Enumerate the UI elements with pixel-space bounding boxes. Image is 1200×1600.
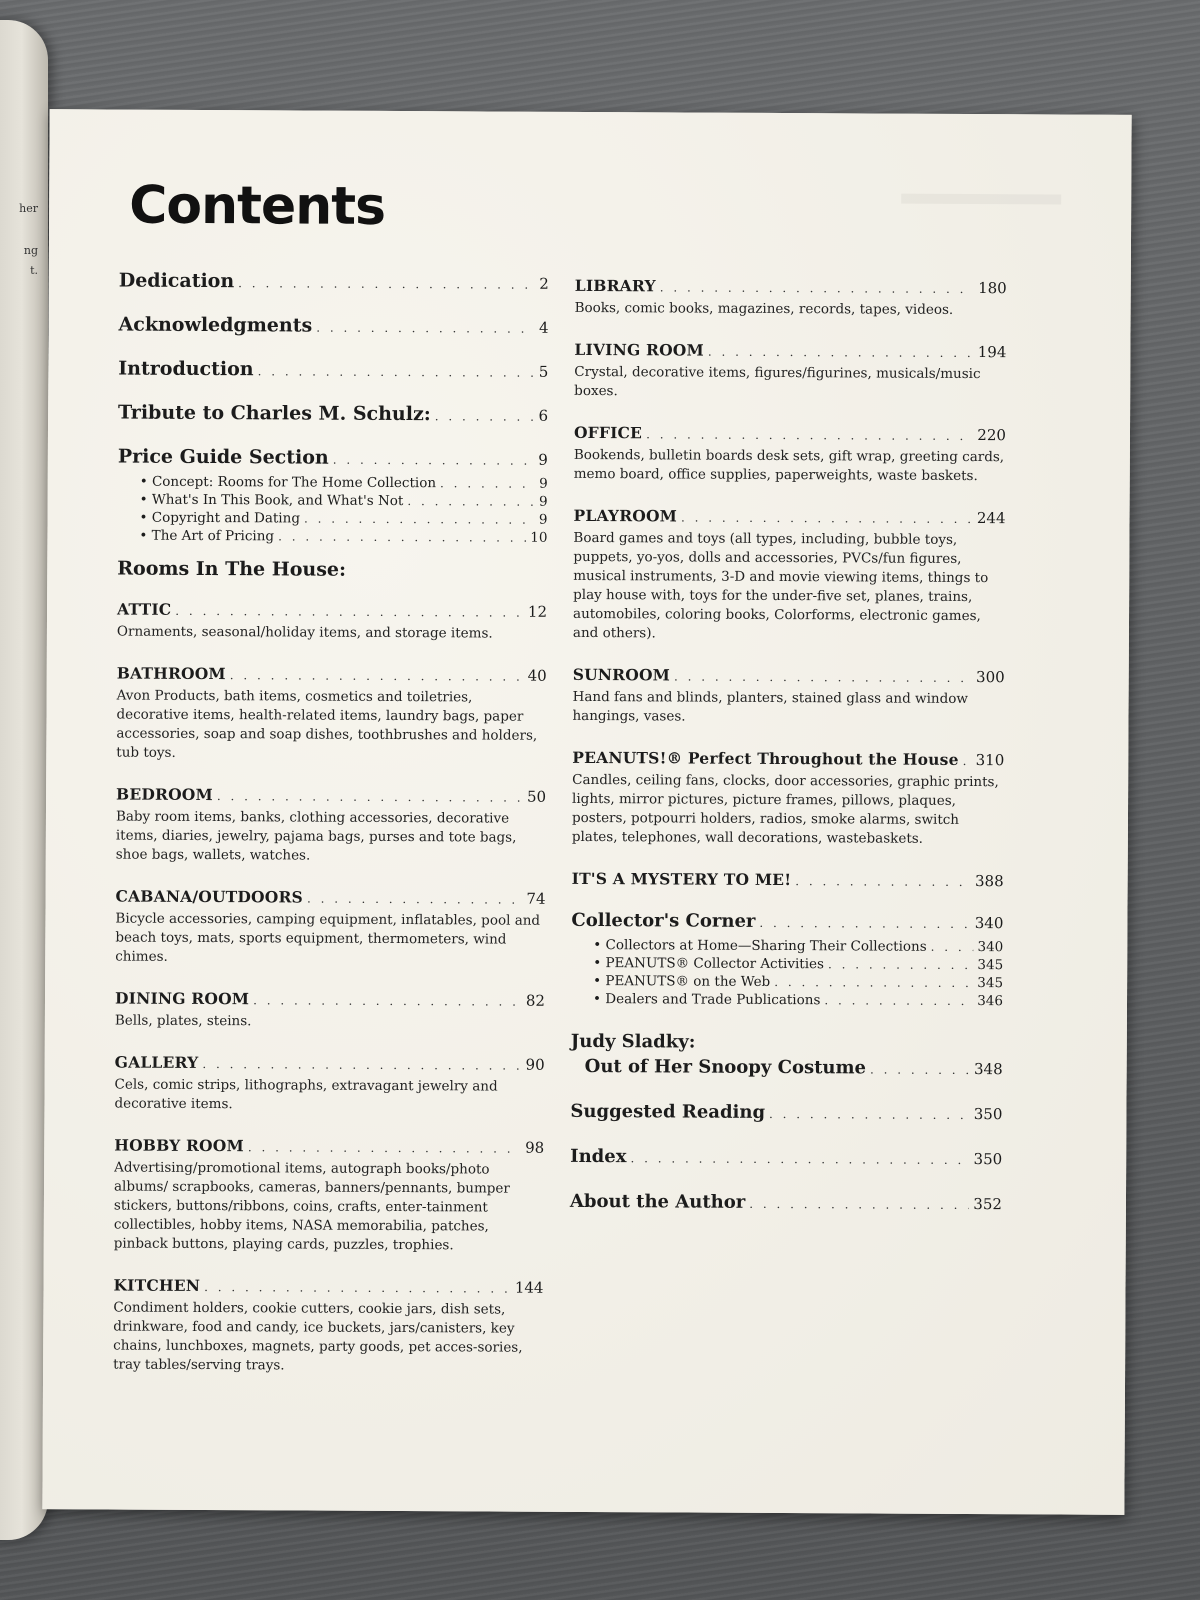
leader-dots — [258, 364, 535, 379]
room-entry[interactable] — [573, 506, 1006, 645]
page-number: 2 — [539, 274, 549, 293]
toc-entry[interactable] — [570, 1146, 1002, 1169]
room-entry[interactable] — [115, 887, 545, 969]
entry-label: About the Author — [569, 1190, 746, 1213]
leader-dots — [230, 668, 524, 684]
page-number: 10 — [530, 529, 548, 546]
sub-entries — [593, 937, 1003, 1009]
room-entry[interactable] — [572, 869, 1004, 890]
leader-dots — [304, 512, 535, 527]
entry-label: Out of Her Snoopy Costume — [584, 1055, 867, 1079]
page-number: 4 — [538, 318, 549, 337]
leader-dots — [204, 1280, 511, 1296]
show-through-bar — [901, 194, 1061, 205]
page-number: 348 — [973, 1060, 1003, 1079]
room-label: ATTIC — [117, 599, 172, 619]
page-number: 12 — [527, 602, 548, 621]
page-number: 350 — [973, 1105, 1003, 1124]
page-number: 180 — [978, 279, 1007, 298]
contents-page — [42, 109, 1131, 1515]
sub-entry[interactable] — [140, 492, 548, 510]
room-label: GALLERY — [114, 1052, 199, 1072]
room-description: Ornaments, seasonal/holiday items, and storage items. — [116, 623, 493, 642]
entry-label: • Concept: Rooms for The Home Collection — [140, 474, 436, 492]
page-number: 98 — [525, 1138, 545, 1157]
sub-entry[interactable] — [593, 991, 1003, 1009]
room-label: CABANA/OUTDOORS — [115, 886, 304, 907]
page-number: 220 — [977, 426, 1007, 445]
toc-entry-judy-sladky[interactable] — [571, 1031, 1003, 1079]
room-label: PEANUTS!® Perfect Throughout the House — [572, 747, 959, 769]
leader-dots — [963, 754, 972, 768]
page-number: 388 — [974, 872, 1004, 891]
leader-dots — [333, 453, 535, 468]
sub-entries — [139, 474, 547, 546]
page-number: 40 — [527, 666, 547, 685]
leader-dots — [646, 427, 973, 443]
leader-dots — [630, 1151, 969, 1167]
room-entry[interactable] — [114, 1136, 545, 1256]
entry-label: Acknowledgments — [118, 313, 313, 337]
leader-dots — [253, 993, 522, 1008]
sub-entry[interactable] — [593, 973, 1003, 991]
sub-entry[interactable] — [140, 474, 548, 492]
page-number: 340 — [977, 939, 1004, 956]
entry-label: • Copyright and Dating — [139, 510, 300, 527]
room-label: IT'S A MYSTERY TO ME! — [571, 868, 792, 890]
room-label: LIBRARY — [574, 275, 656, 296]
left-column — [113, 270, 549, 1399]
page-number: 6 — [538, 406, 549, 425]
room-description: Bookends, bulletin boards desk sets, gift wrap, greeting cards, memo board, office supplies, paperweights, waste baskets. — [573, 446, 1005, 485]
page-number: 350 — [973, 1150, 1003, 1169]
leader-dots — [931, 940, 974, 954]
leader-dots — [870, 1062, 970, 1077]
leader-dots — [749, 1197, 969, 1212]
leader-dots — [307, 892, 523, 907]
leader-dots — [774, 975, 973, 990]
page-number: 194 — [977, 343, 1007, 362]
toc-entry[interactable] — [570, 1101, 1002, 1124]
room-entry[interactable] — [574, 423, 1006, 486]
room-description: Baby room items, banks, clothing accessories, decorative items, diaries, jewelry, pajama bags, purses and tote bags, shoe bags, wallets, watches. — [115, 808, 517, 864]
room-description: Condiment holders, cookie cutters, cookie jars, dish sets, drinkware, food and candy, ice buckets, jars/canisters, key chains, lunchboxes, magnets, party goods, pet acces-sories, tray tables/serving trays. — [113, 1299, 523, 1374]
page-number: 346 — [977, 993, 1004, 1010]
room-label: HOBBY ROOM — [114, 1135, 244, 1156]
room-label: LIVING ROOM — [574, 339, 704, 360]
room-description: Bicycle accessories, camping equipment, inflatables, pool and beach toys, mats, sports equipment, thermometers, wind chimes. — [115, 910, 541, 965]
page-number: 345 — [977, 957, 1004, 974]
entry-label: Index — [570, 1145, 627, 1168]
entry-label: Dedication — [118, 269, 235, 293]
leader-dots — [769, 1107, 970, 1122]
entry-label: Tribute to Charles M. Schulz: — [118, 401, 431, 426]
entry-label: • PEANUTS® on the Web — [593, 973, 770, 990]
entry-label: Introduction — [118, 357, 254, 381]
leader-dots — [828, 957, 973, 972]
rooms-heading: Rooms In The House: — [117, 557, 347, 581]
leader-dots — [278, 529, 526, 544]
toc-entry[interactable] — [118, 402, 548, 426]
leader-dots — [435, 409, 535, 424]
room-entry[interactable] — [574, 340, 1006, 403]
page-number: 9 — [539, 475, 548, 492]
page-number: 340 — [974, 914, 1004, 933]
room-entry[interactable] — [572, 665, 1004, 728]
room-label: OFFICE — [573, 422, 643, 443]
page-number: 244 — [976, 509, 1006, 528]
room-description: Candles, ceiling fans, clocks, door accessories, graphic prints, lights, mirror pictures, picture frames, pillows, plaques, posters, potpourri holders, radios, smoke alarms, switch plates, telephones, wall decorations, wastebaskets. — [571, 771, 999, 847]
leader-dots — [708, 345, 974, 360]
leader-dots — [407, 494, 535, 509]
room-entry[interactable] — [117, 600, 547, 644]
page-number: 82 — [525, 991, 546, 1010]
entry-label: • The Art of Pricing — [139, 528, 274, 545]
sub-entry[interactable] — [139, 528, 547, 546]
room-entry[interactable] — [575, 276, 1007, 320]
entry-label: Judy Sladky: — [570, 1030, 696, 1053]
room-description: Bells, plates, steins. — [114, 1012, 252, 1030]
room-description: Hand fans and blinds, planters, stained glass and window hangings, vases. — [572, 688, 968, 725]
right-column — [570, 276, 1007, 1238]
page-number: 90 — [525, 1055, 545, 1074]
room-description: Crystal, decorative items, figures/figurines, musicals/music boxes. — [574, 363, 981, 400]
leader-dots — [824, 993, 973, 1008]
entry-label: • PEANUTS® Collector Activities — [593, 955, 824, 972]
toc-entry[interactable] — [570, 1191, 1002, 1214]
entry-label: • What's In This Book, and What's Not — [140, 492, 404, 509]
entry-label: • Collectors at Home—Sharing Their Collections — [593, 937, 926, 955]
previous-page-edge — [0, 20, 48, 1540]
room-entry[interactable] — [113, 1276, 544, 1377]
page-number: 74 — [526, 889, 546, 908]
leader-dots — [248, 1140, 521, 1155]
room-label: BEDROOM — [116, 784, 213, 805]
room-label: BATHROOM — [116, 663, 226, 684]
room-description: Advertising/promotional items, autograph books/photo albums/ scrapbooks, cameras, banners/pennants, bumper stickers, buttons/ribbons, coins, crafts, enter-tainment collectibles, hobby items, NASA memorabilia, patches, pinback buttons, playing cards, puzzles, trophies. — [113, 1159, 510, 1254]
toc-entry[interactable] — [571, 910, 1003, 933]
price-guide-section — [117, 446, 548, 546]
entry-label: Price Guide Section — [117, 445, 329, 469]
room-description: Avon Products, bath items, cosmetics and toiletries, decorative items, health-related items, laundry bags, paper accessories, soap and soap dishes, toothbrushes and holders, tub toys. — [116, 687, 538, 761]
page-number: 300 — [976, 668, 1005, 687]
room-label: DINING ROOM — [114, 988, 250, 1009]
collectors-corner-section — [571, 910, 1004, 1009]
page-number: 345 — [977, 975, 1004, 992]
leader-dots — [238, 276, 535, 292]
toc-entry[interactable] — [119, 270, 549, 294]
page-number: 9 — [538, 493, 548, 510]
leader-dots — [202, 1057, 521, 1073]
room-description: Cels, comic strips, lithographs, extravagant jewelry and decorative items. — [114, 1076, 498, 1113]
leader-dots — [440, 476, 535, 490]
room-entry[interactable] — [115, 989, 545, 1033]
room-entry[interactable] — [116, 785, 546, 867]
page-number: 310 — [975, 751, 1005, 770]
leader-dots — [795, 874, 971, 889]
entry-label: Collector's Corner — [571, 909, 756, 932]
page-number: 9 — [538, 511, 548, 528]
leader-dots — [674, 669, 972, 685]
leader-dots — [175, 604, 524, 620]
bleed-text: ng — [23, 244, 38, 257]
leader-dots — [681, 510, 973, 526]
toc-entry[interactable] — [118, 446, 548, 470]
room-label: PLAYROOM — [573, 505, 678, 526]
room-label: KITCHEN — [113, 1275, 201, 1295]
leader-dots — [759, 916, 970, 931]
room-description: Books, comic books, magazines, records, tapes, videos. — [574, 299, 954, 318]
page-number: 144 — [514, 1278, 544, 1297]
bleed-text: t. — [30, 264, 38, 277]
room-entry[interactable] — [114, 1053, 544, 1116]
sub-entry[interactable] — [593, 955, 1003, 973]
page-number: 5 — [538, 362, 549, 381]
sub-entry[interactable] — [593, 937, 1003, 955]
page-number: 9 — [538, 450, 548, 469]
page-number: 352 — [973, 1195, 1002, 1214]
room-entry[interactable] — [116, 664, 547, 765]
leader-dots — [660, 280, 974, 296]
room-label: SUNROOM — [572, 664, 671, 685]
entry-label: • Dealers and Trade Publications — [593, 991, 820, 1008]
page-number: 50 — [526, 787, 547, 806]
leader-dots — [316, 321, 535, 336]
room-entry[interactable] — [572, 748, 1005, 849]
toc-entry[interactable] — [118, 358, 548, 382]
leader-dots — [217, 789, 523, 805]
room-description: Board games and toys (all types, including, bubble toys, puppets, yo-yos, dolls and accessories, PVCs/fun figures, musical instruments, 3-D and movie viewing items, things to play house with, toys for the under-five set, planes, trains, automobiles, coloring books, Colorforms, electronic games, and others). — [572, 529, 989, 642]
sub-entry[interactable] — [139, 510, 547, 528]
bleed-text: her — [19, 202, 38, 215]
toc-entry[interactable] — [118, 314, 548, 338]
entry-label: Suggested Reading — [570, 1100, 766, 1123]
page-title: Contents — [129, 175, 386, 237]
